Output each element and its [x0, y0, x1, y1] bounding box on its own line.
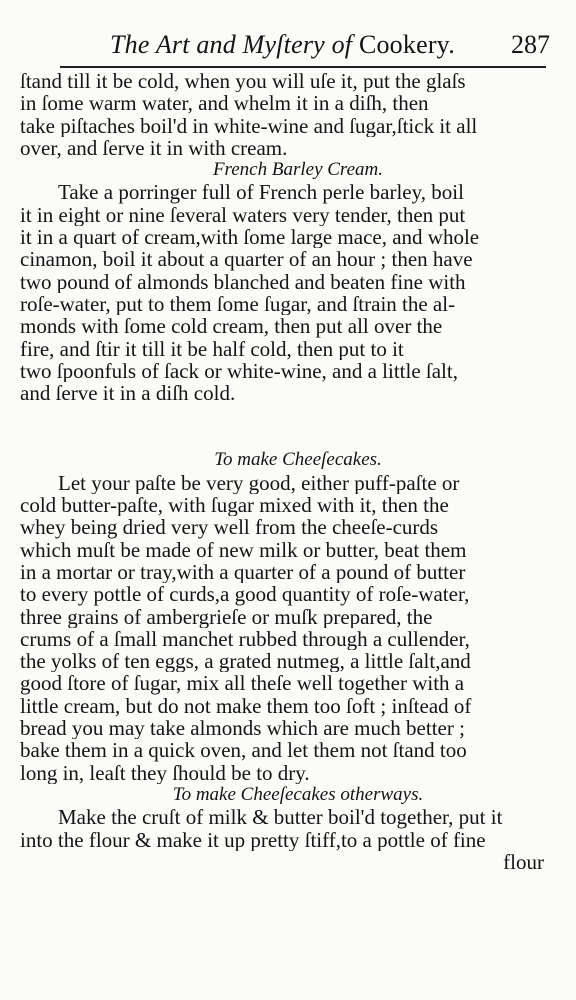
text-line: to every pottle of curds,a good quantity of roſe-water,	[20, 583, 470, 606]
recipe-heading: To make Cheeſecakes.	[214, 449, 382, 471]
text-line: and ſerve it in a diſh cold.	[20, 382, 236, 405]
text-line: cold butter-paſte, with ſugar mixed with it, then the	[20, 494, 449, 517]
text-line: little cream, but do not make them too ſoft ; inſtead of	[20, 694, 472, 718]
text-line: Make the cruſt of milk & butter boil'd together, put it	[58, 806, 503, 829]
text-line: two ſpoonfuls of ſack or white-wine, and a little ſalt,	[20, 359, 458, 383]
recipe-heading: To make Cheeſecakes otherways.	[172, 783, 424, 805]
text-line: bread you may take almonds which are much better ;	[20, 717, 465, 740]
text-line: which muſt be made of new milk or butter, beat them	[20, 538, 467, 561]
page-text	[20, 70, 576, 873]
text-line: bake them in a quick oven, and let them not ſtand too	[20, 739, 467, 762]
text-line: it in eight or nine ſeveral waters very tender, then put	[20, 203, 466, 227]
text-line: take piſtaches boil'd in white-wine and ſugar,ſtick it all	[20, 114, 478, 137]
text-line: over, and ſerve it in with cream.	[20, 136, 288, 160]
text-line: whey being dried very well from the cheeſe-curds	[20, 516, 439, 539]
section-gap	[20, 404, 576, 449]
text-line: cinamon, boil it about a quarter of an hour ; then have	[20, 248, 473, 271]
text-line: it in a quart of cream,with ſome large mace, and whole	[20, 226, 480, 249]
text-line: Let your paſte be very good, either puff-paſte or	[58, 471, 460, 495]
recipe-heading: French Barley Cream.	[212, 159, 384, 181]
running-title	[110, 30, 455, 60]
catchword: flour	[503, 850, 544, 874]
text-line: three grains of ambergrieſe or muſk prepared, the	[20, 605, 433, 628]
text-line: ſtand till it be cold, when you will uſe it, put the glaſs	[20, 70, 466, 93]
text-line: two pound of almonds blanched and beaten fine with	[20, 270, 466, 293]
text-line: long in, leaſt they ſhould be to dry.	[20, 761, 310, 784]
text-line: Take a porringer full of French perle barley, boil	[58, 181, 464, 204]
text-line: fire, and ſtir it till it be half cold, then put to it	[20, 337, 404, 360]
title-part-mystery: Myſtery of	[242, 30, 359, 59]
header-rule	[60, 66, 546, 68]
text-line: in a mortar or tray,with a quarter of a pound of butter	[20, 560, 466, 584]
running-header	[60, 30, 550, 64]
text-line: monds with ſome cold cream, then put all over the	[20, 315, 443, 338]
title-part-cookery: Cookery.	[358, 30, 455, 59]
title-part-art: The Art and	[110, 30, 243, 59]
text-line: good ſtore of ſugar, mix all theſe well together with a	[20, 672, 465, 695]
page-number: 287	[511, 30, 550, 59]
text-line: crums of a ſmall manchet rubbed through a cullender,	[20, 627, 470, 651]
text-line: in ſome warm water, and whelm it in a diſh, then	[20, 92, 429, 115]
text-line: into the flour & make it up pretty ſtiff,to a pottle of fine	[20, 828, 486, 851]
text-line: the yolks of ten eggs, a grated nutmeg, a little ſalt,and	[20, 650, 471, 673]
text-line: roſe-water, put to them ſome ſugar, and ſtrain the al-	[20, 292, 456, 316]
